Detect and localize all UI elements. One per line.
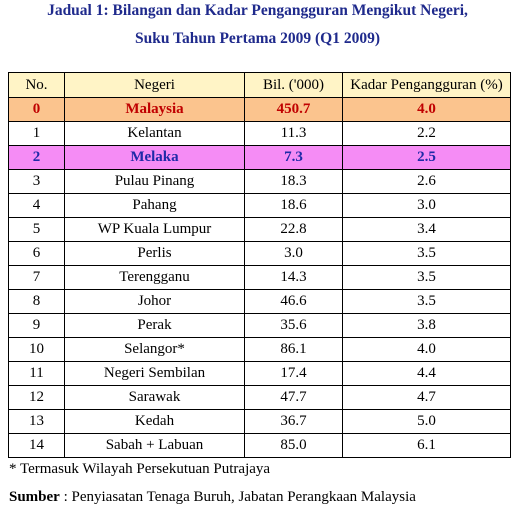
cell-no: 0 — [9, 98, 65, 122]
cell-no: 3 — [9, 170, 65, 194]
cell-no: 8 — [9, 290, 65, 314]
cell-negeri: Selangor* — [65, 338, 245, 362]
table-row — [9, 170, 511, 194]
header-kadar: Kadar Pengangguran (%) — [343, 73, 511, 98]
cell-bil: 47.7 — [245, 386, 343, 410]
table-row — [9, 218, 511, 242]
cell-bil: 7.3 — [245, 146, 343, 170]
cell-no: 7 — [9, 266, 65, 290]
table-row — [9, 314, 511, 338]
cell-kadar: 4.0 — [343, 98, 511, 122]
cell-no: 13 — [9, 410, 65, 434]
cell-kadar: 3.0 — [343, 194, 511, 218]
cell-kadar: 3.5 — [343, 242, 511, 266]
cell-bil: 450.7 — [245, 98, 343, 122]
cell-kadar: 2.6 — [343, 170, 511, 194]
cell-no: 2 — [9, 146, 65, 170]
cell-kadar: 4.7 — [343, 386, 511, 410]
cell-kadar: 3.4 — [343, 218, 511, 242]
table-row — [9, 290, 511, 314]
unemployment-table — [8, 72, 511, 458]
cell-no: 5 — [9, 218, 65, 242]
cell-negeri: Perak — [65, 314, 245, 338]
cell-negeri: Pahang — [65, 194, 245, 218]
cell-no: 14 — [9, 434, 65, 458]
cell-negeri: Negeri Sembilan — [65, 362, 245, 386]
table-row — [9, 122, 511, 146]
cell-bil: 11.3 — [245, 122, 343, 146]
cell-bil: 85.0 — [245, 434, 343, 458]
cell-no: 12 — [9, 386, 65, 410]
table-row — [9, 194, 511, 218]
cell-negeri: Terengganu — [65, 266, 245, 290]
table-row — [9, 98, 511, 122]
cell-bil: 46.6 — [245, 290, 343, 314]
cell-negeri: Sarawak — [65, 386, 245, 410]
cell-no: 11 — [9, 362, 65, 386]
cell-bil: 36.7 — [245, 410, 343, 434]
cell-kadar: 3.5 — [343, 266, 511, 290]
cell-no: 6 — [9, 242, 65, 266]
cell-bil: 3.0 — [245, 242, 343, 266]
cell-negeri: Johor — [65, 290, 245, 314]
footnote: * Termasuk Wilayah Persekutuan Putrajaya — [9, 461, 271, 477]
header-bil: Bil. ('000) — [245, 73, 343, 98]
table-title: Jadual 1: Bilangan dan Kadar Pengangguran Mengikut Negeri, — [47, 2, 468, 19]
cell-negeri: Kedah — [65, 410, 245, 434]
table-row — [9, 386, 511, 410]
cell-bil: 18.3 — [245, 170, 343, 194]
cell-negeri: WP Kuala Lumpur — [65, 218, 245, 242]
cell-kadar: 3.8 — [343, 314, 511, 338]
table-row — [9, 434, 511, 458]
cell-bil: 17.4 — [245, 362, 343, 386]
table-row — [9, 362, 511, 386]
table-header-row — [9, 73, 511, 98]
table-row — [9, 266, 511, 290]
cell-bil: 86.1 — [245, 338, 343, 362]
cell-negeri: Pulau Pinang — [65, 170, 245, 194]
cell-kadar: 4.0 — [343, 338, 511, 362]
cell-kadar: 3.5 — [343, 290, 511, 314]
cell-negeri: Melaka — [65, 146, 245, 170]
cell-bil: 35.6 — [245, 314, 343, 338]
cell-kadar: 2.5 — [343, 146, 511, 170]
cell-negeri: Perlis — [65, 242, 245, 266]
source-label: Sumber — [9, 489, 60, 505]
cell-bil: 14.3 — [245, 266, 343, 290]
header-negeri: Negeri — [65, 73, 245, 98]
table-row — [9, 242, 511, 266]
source-text: : Penyiasatan Tenaga Buruh, Jabatan Perangkaan Malaysia — [59, 489, 416, 505]
cell-kadar: 2.2 — [343, 122, 511, 146]
cell-kadar: 4.4 — [343, 362, 511, 386]
table-row — [9, 338, 511, 362]
cell-kadar: 5.0 — [343, 410, 511, 434]
cell-negeri: Malaysia — [65, 98, 245, 122]
source-note — [9, 489, 416, 506]
cell-bil: 18.6 — [245, 194, 343, 218]
table-subtitle: Suku Tahun Pertama 2009 (Q1 2009) — [134, 30, 381, 47]
cell-negeri: Kelantan — [65, 122, 245, 146]
header-no: No. — [9, 73, 65, 98]
cell-no: 10 — [9, 338, 65, 362]
cell-no: 4 — [9, 194, 65, 218]
cell-no: 9 — [9, 314, 65, 338]
cell-negeri: Sabah + Labuan — [65, 434, 245, 458]
table-row — [9, 410, 511, 434]
cell-kadar: 6.1 — [343, 434, 511, 458]
cell-bil: 22.8 — [245, 218, 343, 242]
table-row — [9, 146, 511, 170]
cell-no: 1 — [9, 122, 65, 146]
